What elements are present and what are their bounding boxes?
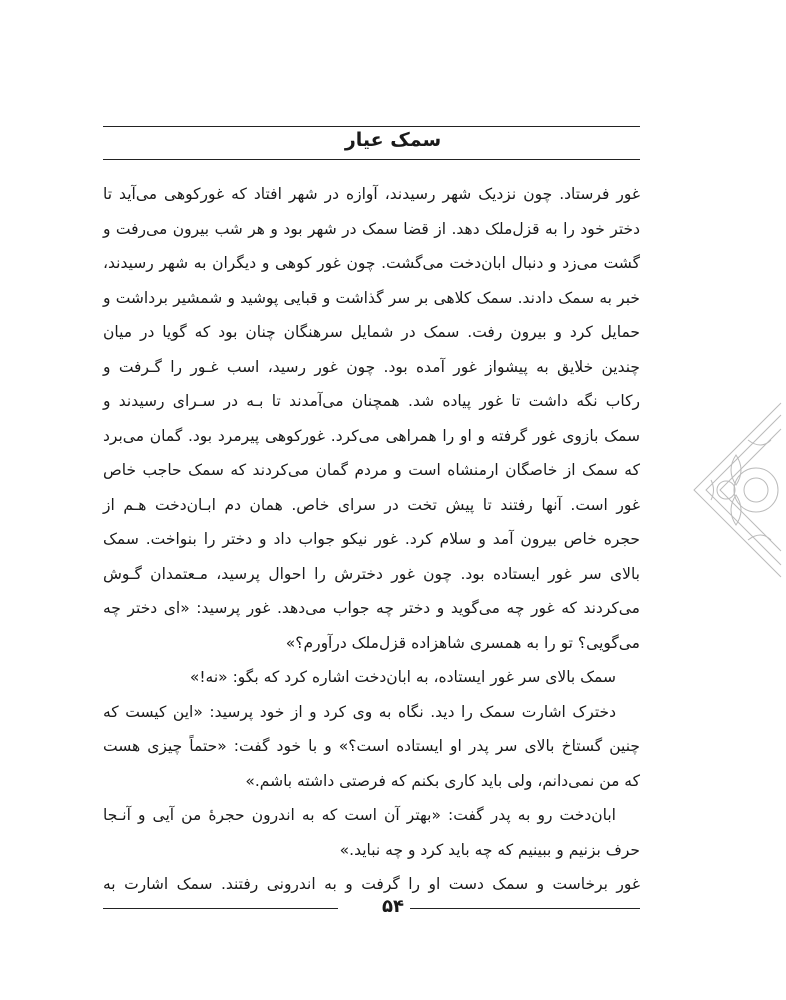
text-line: خبر به سمک دادند. سمک کلاهی بر سر گذاشت و قبایی پوشید و شمشیر برداشت و [103, 288, 640, 307]
text-line: حجره خاص بیرون آمد و سلام کرد. غور نیکو جواب داد و دختر را بنواخت. سمک [103, 530, 640, 548]
text-line: که سمک از خاصگان ارمنشاه است و مردم گمان می‌کردند که سمک حاجب خاص [103, 461, 640, 479]
text-line: سمک بالای سر غور ایستاده، به ابان‌دخت اشاره کرد که بگو: «نه!» [189, 668, 616, 686]
text-line: غور فرستاد. چون نزدیک شهر رسیدند، آوازه در شهر افتاد که غورکوهی می‌آید تا [103, 185, 640, 203]
text-line: چنین گستاخ بالای سر پدر او ایستاده است؟» و با خود گفت: «حتماً چیزی هست [103, 737, 640, 755]
footer-rule-left [103, 908, 338, 909]
text-line: دختر خود را به قزل‌ملک دهد. از قضا سمک در شهر بود و هر شب بیرون می‌رفت و [103, 219, 640, 238]
body-text [103, 177, 640, 902]
text-line: که من نمی‌دانم، ولی باید کاری بکنم که فرصتی داشته باشم.» [245, 771, 640, 790]
decorative-ornament-icon [686, 395, 786, 585]
text-line: بالای سر غور ایستاده بود. چون غور دخترش را احوال پرسید، مـعتمدان گـوش [103, 564, 640, 583]
text-line: غور است. آنها رفتند تا پیش تخت در سرای خاص. همان دم ابـان‌دخت هـم از [103, 495, 640, 514]
text-line: رکاب نگه داشت تا غور پیاده شد. همچنان می‌آمدند تا بـه در سـرای رسیدند و [103, 392, 640, 410]
text-line: دخترک اشارت سمک را دید. نگاه به وی کرد و از خود پرسید: «این کیست که [103, 702, 616, 721]
text-line: چندین خلایق به پیشواز غور آمده بود. چون غور رسید، اسب غـور را گـرفت و [103, 357, 640, 376]
text-line: حرف بزنیم و ببینیم که چه باید کرد و چه نباید.» [339, 840, 640, 859]
text-line: غور برخاست و سمک دست او را گرفت و به اندرونی رفتند. سمک اشارت به [103, 875, 640, 893]
text-line: می‌کردند که غور چه می‌گوید و دختر چه جواب می‌دهد. غور پرسید: «ای دختر چه [103, 599, 640, 617]
header-bottom-rule [103, 159, 640, 160]
text-line: گشت می‌زد و دنبال ابان‌دخت می‌گشت. چون غور کوهی و دیگران به شهر رسیدند، [103, 254, 640, 272]
running-header-title: سمک عیار [344, 129, 442, 151]
header-top-rule [103, 126, 640, 127]
page-number: ۵۴ [382, 896, 404, 917]
text-line: ابان‌دخت رو به پدر گفت: «بهتر آن است که به اندرون حجرهٔ من آیی و آنـجا [103, 806, 616, 824]
text-line: می‌گویی؟ تو را به همسری شاهزاده قزل‌ملک درآورم؟» [285, 633, 640, 652]
text-line: سمک بازوی غور گرفته و او را همراهی می‌کرد. غورکوهی پیرمرد بود. گمان می‌برد [103, 426, 640, 445]
text-line: حمایل کرد و بیرون رفت. سمک در شمایل سرهنگان چنان بود که گویا در میان [103, 323, 640, 341]
